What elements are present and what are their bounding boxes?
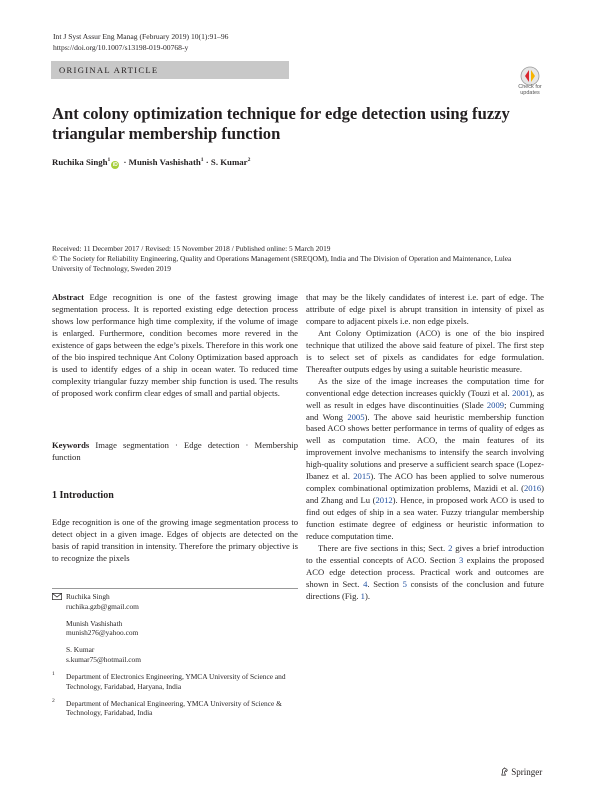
publisher-name: Springer xyxy=(511,767,543,777)
article-type-label: ORIGINAL ARTICLE xyxy=(59,65,159,75)
affiliation-item xyxy=(52,699,292,719)
body-paragraph: Ant Colony Optimization (ACO) is one of the bio inspired technique that utilized the above said feature of pixel. The first step is to select set of pixels as candidates for edge formulation. Thereafter outputs edges by using a suitable heuristic measure. xyxy=(306,327,544,374)
contact-name: S. Kumar xyxy=(66,645,95,655)
abstract-label: Abstract xyxy=(52,292,84,302)
body-paragraph: There are five sections in this; Sect. 2 gives a brief introduction to the essential concepts of ACO. Section 3 explains the proposed ACO edge detection process. Practical work and outcomes are shown in Sect. 4. Section 5 consists of the conclusion and future directions (Fig. 1). xyxy=(306,543,545,601)
affiliation-number: 1 xyxy=(52,671,55,677)
abstract-text: Edge recognition is one of the fastest growing image segmentation process. It is reported existing edge detection process shows low performance high time complexity, if the volume of image is enlarged. Furthermore, condition becomes more revered in the existence of gaps between the edge’s pixels. Therefore in this work one of the bio inspired technique Ant Colony Optimization based approach is used to identify edges of a ship in ocean water. To reduced time complexity triangular fuzzy member ship function is used. The results of proposed work confirm clear edges of small and partial objects. xyxy=(52,292,298,398)
author-separator: · xyxy=(121,157,129,167)
affiliation-number: 2 xyxy=(52,697,55,704)
body-paragraph: As the size of the image increases the computation time for conventional edge detection increases quickly (Touzi et al. 2001), as well as result in edges have discontinuities (Slade 2009; Cumming and Wong 2005). The above said heuristic membership function based ACO shows better performance in terms of quality of edges as well as computation time. ACO, the main features of its improvement involve mechanisms to intensify the search involving high-quality solutions and preserve a sufficient search space (Lopez-Ibanez et al. 2015). The ACO has been applied to solve numerous complex combinational optimization problems, Mazidi et al. (2016) and Zhang and Lu (2012). Hence, in proposed work ACO is used to find out edges of ship in a sea water. Fuzzy triangular membership function estimate degree of edginess or heuristic information to reduce computation time. xyxy=(306,375,545,542)
citation-link[interactable]: 2012 xyxy=(375,495,393,506)
author-separator: · xyxy=(203,157,211,167)
footnote-divider xyxy=(52,588,298,589)
keywords-text: Image segmentation · Edge detection · Membership function xyxy=(52,440,298,462)
citation-link[interactable]: 2001 xyxy=(512,387,530,398)
affiliation-text: Department of Electronics Engineering, YMCA University of Science and Technology, Faridabad, Haryana, India xyxy=(66,672,286,691)
right-column xyxy=(306,292,544,603)
contact-email[interactable]: s.kumar75@hotmail.com xyxy=(66,654,141,664)
article-type-banner xyxy=(51,61,289,79)
author-list xyxy=(52,157,250,169)
affiliation-ref: 1 xyxy=(107,157,111,163)
envelope-icon xyxy=(52,593,62,603)
section-link[interactable]: 4 xyxy=(363,578,368,589)
section-link[interactable]: 3 xyxy=(459,554,464,565)
journal-citation: Int J Syst Assur Eng Manag (February 2019) 10(1):91–96 xyxy=(53,32,229,41)
springer-horse-icon xyxy=(500,767,511,777)
author-name[interactable]: Munish Vashishath xyxy=(128,157,201,167)
author-name[interactable]: S. Kumar xyxy=(210,157,248,167)
section-link[interactable]: 5 xyxy=(402,578,407,589)
affiliation-list xyxy=(52,672,292,718)
contact-name: Ruchika Singh xyxy=(66,592,110,601)
affiliation-ref: 2 xyxy=(247,157,251,163)
affiliation-text: Department of Mechanical Engineering, YMCA University of Science & Technology, Faridabad, India xyxy=(66,698,282,718)
section-link[interactable]: 2 xyxy=(448,543,453,554)
affiliation-item xyxy=(52,672,292,692)
contact-name: Munish Vashishath xyxy=(66,618,123,628)
keywords-label: Keywords xyxy=(52,440,90,450)
citation-link[interactable]: 2015 xyxy=(353,471,371,482)
citation-link[interactable]: 2009 xyxy=(486,399,505,410)
paper-title: Ant colony optimization technique for edge detection using fuzzy triangular membership function xyxy=(52,104,510,143)
intro-text: Edge recognition is one of the growing image segmentation process to detect object in a given image. Edges of objects are detected on the basis of rapid transition in intensity. Therefore the primary objective is to recognize the pixels xyxy=(52,517,298,563)
author-name[interactable]: Ruchika Singh xyxy=(52,157,108,167)
keywords-block xyxy=(52,440,298,464)
citation-link[interactable]: 2016 xyxy=(523,483,542,494)
contact-email[interactable]: ruchika.gzb@gmail.com xyxy=(66,601,139,611)
copyright-notice: © The Society for Reliability Engineering, Quality and Operations Management (SREQOM), India and The Division of Operation and Maintenance, Lulea University of Technology, Sweden 2019 xyxy=(52,254,512,273)
figure-link[interactable]: 1 xyxy=(360,590,365,601)
publication-dates: Received: 11 December 2017 / Revised: 15 November 2018 / Published online: 5 March 2019 xyxy=(52,244,331,253)
contact-email[interactable]: munish276@yahoo.com xyxy=(66,628,139,638)
doi-link[interactable]: https://doi.org/10.1007/s13198-019-00768-y xyxy=(53,43,189,52)
section-heading: 1 Introduction xyxy=(52,490,114,501)
abstract-block xyxy=(52,292,298,400)
affiliation-ref: 1 xyxy=(200,157,204,163)
body-paragraph: that may be the likely candidates of interest i.e. part of edge. The attribute of edge pixel is abrupt transition in intensity of pixel as compare to adjacent pixels i.e. non edge pixels. xyxy=(306,292,544,326)
intro-paragraph xyxy=(52,517,298,565)
orcid-icon[interactable]: iD xyxy=(112,162,118,168)
citation-link[interactable]: 2005 xyxy=(347,411,365,422)
publisher-logo xyxy=(500,767,542,777)
crossmark-label: Check for updates xyxy=(518,84,542,96)
correspondence-block xyxy=(52,592,292,665)
